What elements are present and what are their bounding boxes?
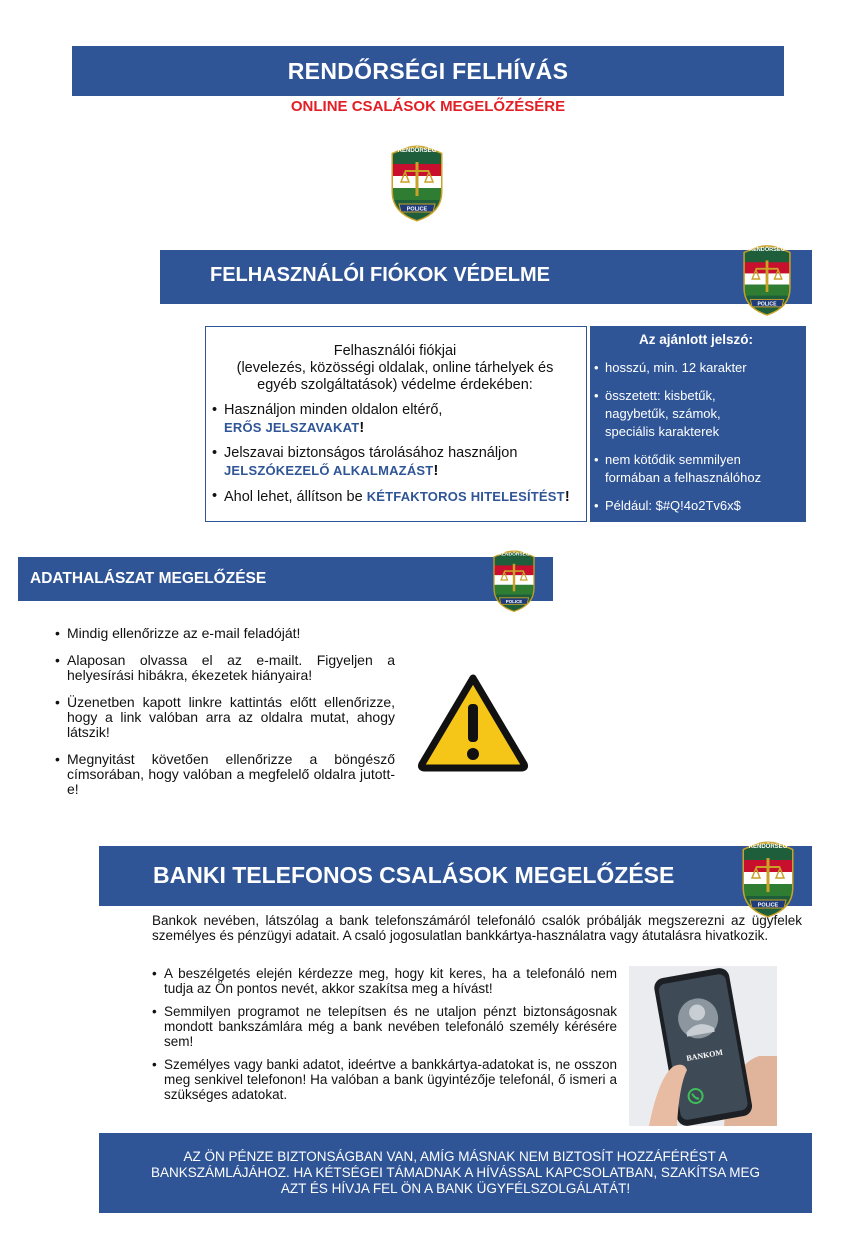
list-item: • Személyes vagy banki adatot, ideértve a bankkártya-adatokat is, ne osszon meg senkivel telefonon! Ha valóban a bank ügyintézője telefonál, ő ismeri a szükséges adatokat. bbox=[152, 1057, 617, 1102]
badge-bottom-text: POLICE bbox=[757, 902, 779, 909]
list-item: • Jelszavai biztonságos tárolásához használjon JELSZÓKEZELŐ ALKALMAZÁST! bbox=[212, 445, 578, 480]
password-box-title: Az ajánlott jelszó: bbox=[638, 332, 753, 347]
police-badge-icon bbox=[738, 240, 796, 318]
phone-caller-label: BANKOM bbox=[685, 1047, 724, 1063]
bank-title-bar bbox=[99, 846, 812, 906]
main-title-bar bbox=[72, 46, 784, 96]
phishing-list bbox=[55, 626, 395, 797]
bank-list bbox=[152, 966, 617, 1102]
bank-intro: Bankok nevében, látszólag a bank telefonszámáról telefonáló csalók próbálják megszerezni az ügyfelek személyes és pénzügyi adatait. A csaló jogosulatlan bankkártya-használatra vagy átutalásra hivatkozik. bbox=[152, 913, 802, 943]
list-item: • Üzenetben kapott linkre kattintás előtt ellenőrizze, hogy a link valóban arra az oldalra mutat, ahogy látszik! bbox=[55, 695, 395, 740]
list-item: • Használjon minden oldalon eltérő, ERŐS JELSZAVAKAT! bbox=[212, 402, 578, 437]
phishing-title: ADATHALÁSZAT MEGELŐZÉSE bbox=[30, 570, 267, 587]
accounts-title: FELHASZNÁLÓI FIÓKOK VÉDELME bbox=[210, 264, 550, 286]
password-list bbox=[594, 359, 798, 515]
list-item: • nem kötődik semmilyen formában a felhasználóhoz bbox=[594, 451, 798, 487]
warning-icon bbox=[416, 672, 530, 772]
bank-footer-text: AZ ÖN PÉNZE BIZTONSÁGBAN VAN, AMÍG MÁSNAK NEM BIZTOSÍT HOZZÁFÉRÉST A BANKSZÁMLÁJÁHOZ. HA KÉTSÉGEI TÁMADNAK A HÍVÁSSAL KAPCSOLATBAN, SZAKÍTSA MEG AZT ÉS HÍVJA FEL ÖN A BANK ÜGYFÉLSZOLGÁLATÁT! bbox=[151, 1149, 760, 1196]
badge-bottom-text: POLICE bbox=[757, 301, 777, 308]
phone-call-image bbox=[629, 966, 777, 1126]
phishing-title-bar bbox=[18, 557, 553, 601]
list-item: • A beszélgetés elején kérdezze meg, hogy kit keres, ha a telefonáló nem tudja az Ön pontos nevét, akkor szakítsa meg a hívást! bbox=[152, 966, 617, 996]
badge-bottom-text: POLICE bbox=[505, 599, 523, 605]
accounts-intro: Felhasználói fiókjai (levelezés, közösségi oldalak, online tárhelyek és egyéb szolgáltatások) védelme érdekében: bbox=[236, 343, 554, 393]
list-item: • Ahol lehet, állítson be KÉTFAKTOROS HITELESÍTÉST! bbox=[212, 488, 578, 506]
accounts-title-bar bbox=[160, 250, 812, 304]
list-item: • Semmilyen programot ne telepítsen és ne utaljon pénzt biztonságosnak mondott bankszámlára még a bank nevében telefonáló személy kérésére sem! bbox=[152, 1004, 617, 1049]
main-title: RENDŐRSÉGI FELHÍVÁS bbox=[287, 57, 569, 84]
police-badge-icon bbox=[489, 546, 539, 614]
list-item: • összetett: kisbetűk, nagybetűk, számok, speciális karakterek bbox=[594, 387, 755, 441]
bank-footer-banner bbox=[99, 1133, 812, 1213]
list-item: • Megnyitást követően ellenőrizze a böngésző címsorában, hogy valóban a megfelelő oldalra jutott-e! bbox=[55, 752, 395, 797]
badge-top-text: RENDŐRSÉG bbox=[748, 844, 788, 850]
list-item: • Alaposan olvassa el az e-mailt. Figyeljen a helyesírási hibákra, ékezetek hiányaira! bbox=[55, 653, 395, 683]
accounts-box bbox=[205, 326, 587, 522]
police-badge-icon bbox=[738, 836, 798, 920]
badge-top-text: RENDŐRSÉG bbox=[498, 552, 530, 558]
list-item: • Mindig ellenőrizze az e-mail feladóját! bbox=[55, 626, 395, 641]
police-badge-icon bbox=[386, 140, 448, 224]
bank-title: BANKI TELEFONOS CSALÁSOK MEGELŐZÉSE bbox=[153, 862, 675, 888]
badge-bottom-text: POLICE bbox=[406, 206, 428, 213]
badge-top-text: RENDŐRSÉG bbox=[749, 247, 785, 254]
list-item: • hosszú, min. 12 karakter bbox=[594, 359, 798, 377]
accounts-list bbox=[212, 402, 578, 506]
password-box bbox=[590, 326, 806, 522]
main-subtitle: ONLINE CSALÁSOK MEGELŐZÉSÉRE bbox=[290, 98, 566, 115]
list-item: • Például: $#Q!4o2Tv6x$ bbox=[594, 497, 798, 515]
badge-top-text: RENDŐRSÉG bbox=[397, 148, 437, 154]
